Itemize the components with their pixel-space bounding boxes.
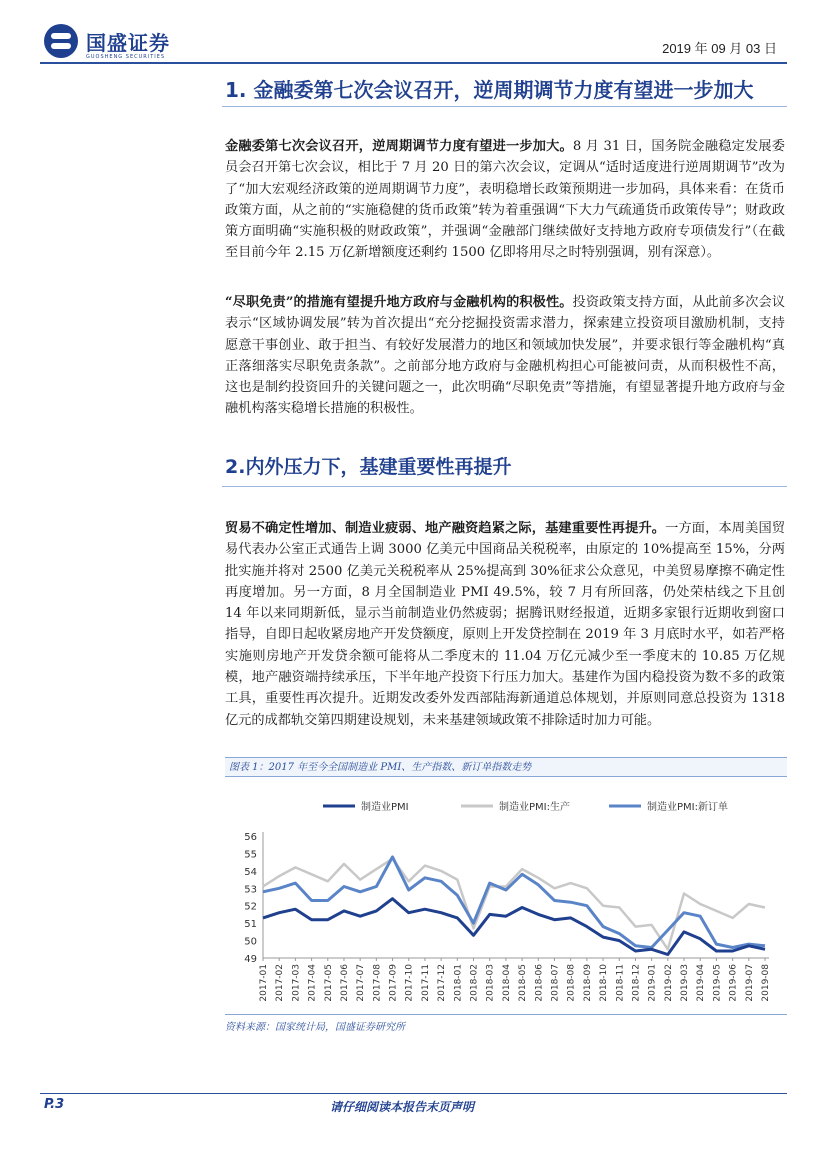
paragraph-1-body: 8 月 31 日，国务院金融稳定发展委员会召开第七次会议，相比于 7 月 20 日的第六次会议，定调从“适时适度进行逆周期调节”改为了“加大宏观经济政策的逆周期调节力度”，表明稳增长政策预期进一步加码，具体来看：在货币政策方面，从之前的“实施稳健的货币政策”转为着重强调“下大力气疏通货币政策传导”；财政政策方面明确“实施积极的财政政策”，并强调“金融部门继续做好支持地方政府专项债发行”（在截至目前今年 2.15 万亿新增额度还剩约 1500 亿即将用尽之时特别强调，别有深意）。 [225, 139, 785, 261]
x-tick-label: 2017-03 [291, 964, 302, 1002]
x-tick-label: 2017-02 [275, 964, 286, 1002]
y-tick-label: 53 [244, 884, 257, 896]
y-tick-label: 50 [244, 936, 257, 948]
figure-title: 图表 1：2017 年至今全国制造业 PMI、生产指数、新订单指数走势 [225, 757, 787, 777]
x-tick-label: 2017-11 [420, 964, 431, 1002]
x-tick-label: 2019-02 [663, 964, 674, 1002]
page-number: P.3 [44, 1097, 65, 1112]
x-tick-label: 2019-08 [761, 964, 771, 1002]
section-2-title: 2.内外压力下，基建重要性再提升 [225, 456, 512, 478]
figure-source: 资料来源：国家统计局，国盛证券研究所 [225, 1014, 787, 1033]
legend-label: 制造业PMI:生产 [499, 802, 570, 813]
section-1-title: 1. 金融委第七次会议召开，逆周期调节力度有望进一步加大 [225, 78, 754, 102]
paragraph-1 [225, 136, 785, 264]
header-divider [40, 62, 787, 64]
series-line [263, 899, 765, 955]
x-tick-label: 2019-04 [696, 964, 707, 1002]
x-tick-label: 2018-12 [631, 964, 642, 1002]
section-2-rule [222, 486, 787, 487]
x-tick-label: 2018-08 [566, 964, 577, 1002]
x-tick-label: 2018-09 [582, 964, 593, 1002]
footer-disclaimer: 请仔细阅读本报告末页声明 [330, 1100, 475, 1114]
paragraph-2 [225, 292, 785, 420]
report-date: 2019 年 09 月 03 日 [662, 41, 777, 56]
paragraph-2-lead: “尽职免责”的措施有望提升地方政府与金融机构的积极性。 [225, 295, 573, 310]
legend-label: 制造业PMI [361, 802, 409, 813]
logo-icon [44, 24, 78, 58]
x-tick-label: 2018-06 [534, 964, 545, 1002]
footer-divider [40, 1093, 787, 1094]
x-tick-label: 2019-06 [728, 964, 739, 1002]
chart-svg [225, 780, 787, 1012]
x-tick-label: 2018-11 [615, 964, 626, 1002]
x-tick-label: 2017-09 [388, 964, 399, 1002]
x-tick-label: 2018-10 [599, 964, 610, 1002]
logo-subtitle: GUOSHENG SECURITIES [86, 54, 166, 60]
logo-name: 国盛证券 [86, 30, 170, 55]
x-tick-label: 2018-04 [501, 964, 512, 1002]
x-tick-label: 2017-07 [356, 964, 367, 1002]
x-tick-label: 2019-05 [712, 964, 723, 1002]
y-tick-label: 49 [244, 954, 257, 965]
y-tick-label: 51 [244, 919, 257, 931]
pmi-line-chart [225, 780, 787, 1012]
y-tick-label: 56 [244, 832, 257, 843]
x-tick-label: 2017-05 [323, 964, 334, 1002]
x-tick-label: 2017-04 [307, 964, 318, 1002]
x-tick-label: 2019-03 [680, 964, 691, 1002]
paragraph-3-lead: 贸易不确定性增加、制造业疲弱、地产融资趋紧之际，基建重要性再提升。 [225, 521, 666, 536]
x-tick-label: 2017-08 [372, 964, 383, 1002]
x-tick-label: 2018-05 [518, 964, 529, 1002]
y-tick-label: 52 [244, 901, 257, 913]
x-tick-label: 2017-06 [339, 964, 350, 1002]
legend-label: 制造业PMI:新订单 [647, 802, 728, 813]
company-logo [44, 24, 170, 58]
x-tick-label: 2018-03 [485, 964, 496, 1002]
x-tick-label: 2018-07 [550, 964, 561, 1002]
x-tick-label: 2017-10 [404, 964, 415, 1002]
x-tick-label: 2017-12 [437, 964, 448, 1002]
paragraph-1-lead: 金融委第七次会议召开，逆周期调节力度有望进一步加大。 [225, 139, 573, 154]
x-tick-label: 2019-01 [647, 964, 658, 1002]
y-tick-label: 54 [244, 866, 257, 878]
section-1-rule [222, 106, 787, 107]
x-tick-label: 2018-02 [469, 964, 480, 1002]
x-tick-label: 2019-07 [744, 964, 755, 1002]
x-tick-label: 2018-01 [453, 964, 464, 1002]
page-header [40, 20, 787, 66]
paragraph-2-body: 投资政策支持方面，从此前多次会议表示“区域协调发展”转为首次提出“充分挖掘投资需求潜力，探索建立投资项目激励机制，支持愿意干事创业、敢于担当、有较好发展潜力的地区和领域加快发展”，并要求银行等金融机构“真正落细落实尽职免责条款”。之前部分地方政府与金融机构担心可能被问责，从而积极性不高，这也是制约投资回升的关键问题之一，此次明确“尽职免责”等措施，有望显著提升地方政府与金融机构落实稳增长措施的积极性。 [225, 295, 786, 417]
paragraph-3 [225, 518, 785, 731]
x-tick-label: 2017-01 [259, 964, 269, 1002]
paragraph-3-body: 一方面，本周美国贸易代表办公室正式通告上调 3000 亿美元中国商品关税税率，由原定的 10%提高至 15%，分两批实施并将对 2500 亿美元关税税率从 25%提高到 30%征求公众意见，中美贸易摩擦不确定性再度增加。另一方面，8 月全国制造业 PMI 49.5%，较 7 月有所回落，仍处荣枯线之下且创 14 年以来同期新低，显示当前制造业仍然疲弱；据腾讯财经报道，近期多家银行近期收到窗口指导，自即日起收紧房地产开发贷额度，原则上开发贷控制在 2019 年 3 月底时水平，如若严格实施则房地产开发贷余额可能将从二季度末的 11.04 万亿元减少至一季度末的 10.85 万亿规模，地产融资端持续承压，下半年地产投资下行压力加大。基建作为国内稳投资为数不多的政策工具，重要性再次提升。近期发改委外发西部陆海新通道总体规划，并原则同意总投资为 1318 亿元的成都轨交第四期建设规划，未来基建领域政策不排除适时加力可能。 [225, 521, 786, 728]
y-tick-label: 55 [244, 849, 257, 861]
